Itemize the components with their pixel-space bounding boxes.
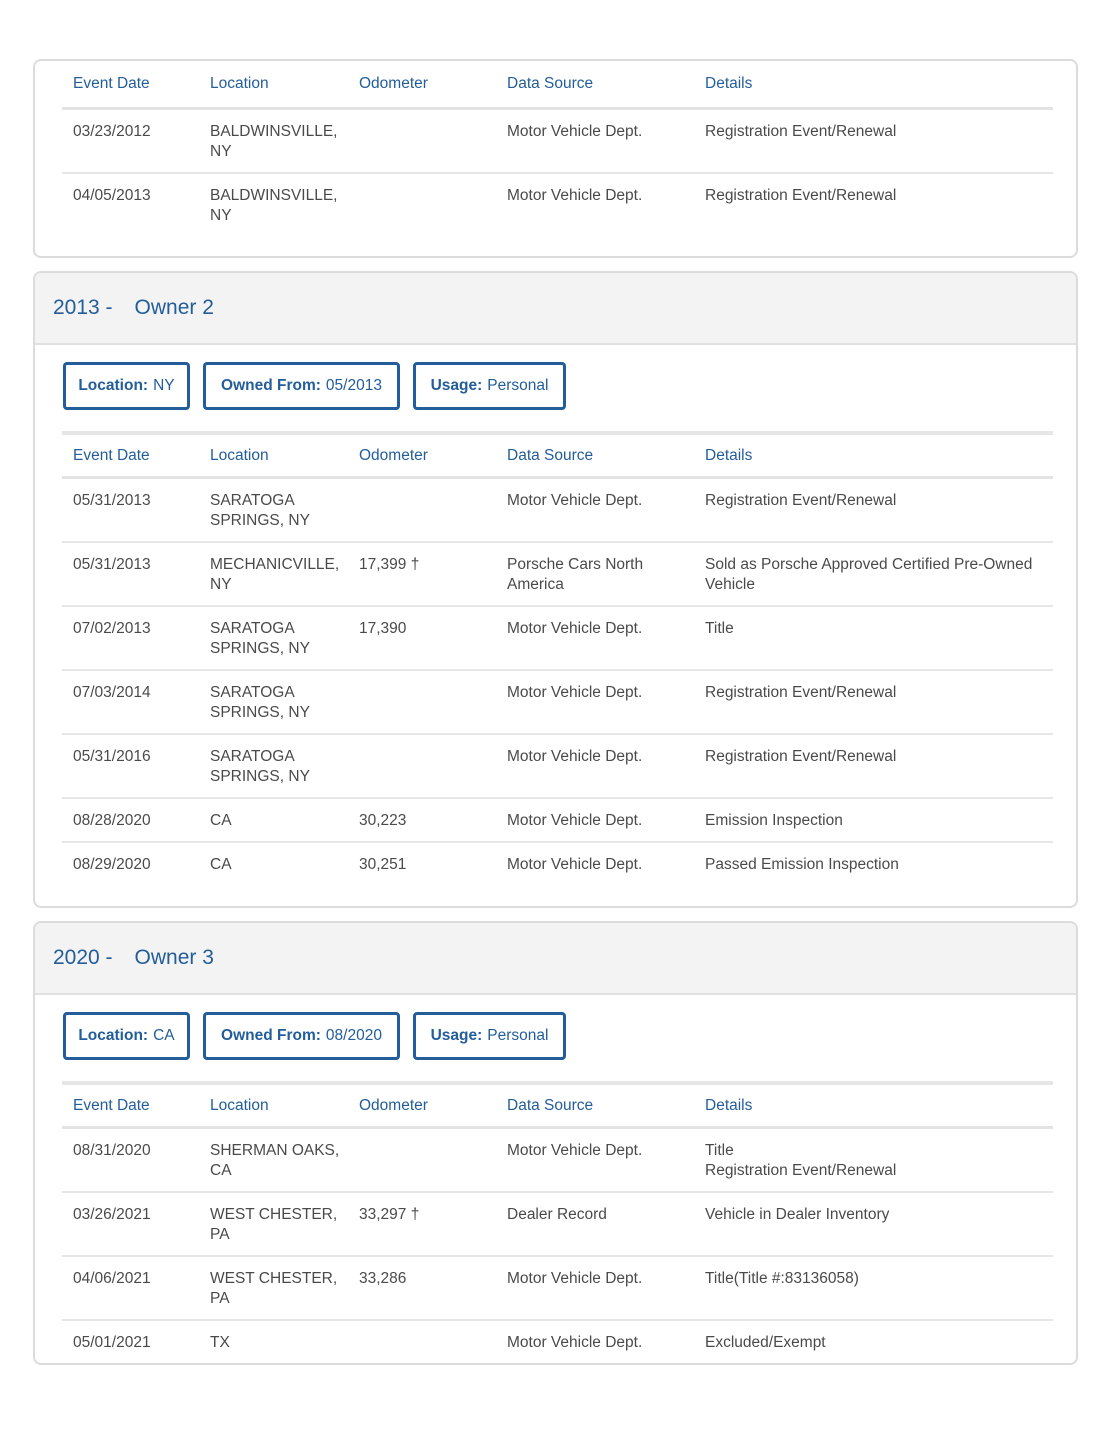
details: Emission Inspection <box>705 812 843 829</box>
event-date: 04/05/2013 <box>73 187 151 204</box>
event-date: 05/01/2021 <box>73 1334 151 1351</box>
col-odometer: Odometer <box>359 75 428 92</box>
odometer: 30,223 <box>359 812 407 829</box>
badge-value: 05/2013 <box>325 377 382 394</box>
event-date: 05/31/2016 <box>73 748 151 765</box>
location: BALDWINSVILLE, NY <box>210 187 338 224</box>
data-source: Porsche Cars North America <box>507 556 644 593</box>
badge-label: Owned From: <box>221 377 321 394</box>
data-source: Motor Vehicle Dept. <box>507 620 643 637</box>
location-badge <box>63 1012 190 1060</box>
details-line: Registration Event/Renewal <box>705 1162 897 1179</box>
event-date: 07/03/2014 <box>73 684 151 701</box>
table-row <box>62 735 1053 799</box>
table-row <box>62 607 1053 671</box>
details: Title <box>705 620 734 637</box>
owner-year: 2013 - <box>53 296 113 319</box>
data-source: Dealer Record <box>507 1206 607 1223</box>
data-source: Motor Vehicle Dept. <box>507 1334 643 1351</box>
details-line: Title <box>705 1142 734 1159</box>
location: BALDWINSVILLE, NY <box>210 123 338 160</box>
odometer <box>359 671 507 733</box>
col-location: Location <box>210 446 269 464</box>
details: Registration Event/Renewal <box>705 684 897 701</box>
event-date: 08/29/2020 <box>73 856 151 873</box>
owner2-history-table <box>62 431 1053 887</box>
col-data-source: Data Source <box>507 75 594 92</box>
location: WEST CHESTER, PA <box>210 1270 338 1307</box>
col-details: Details <box>705 1096 753 1114</box>
odometer <box>359 479 507 541</box>
col-details: Details <box>705 446 753 464</box>
details: Passed Emission Inspection <box>705 856 899 873</box>
event-date: 04/06/2021 <box>73 1270 151 1287</box>
table-row <box>62 1193 1053 1257</box>
col-event-date: Event Date <box>73 446 150 464</box>
badge-value: 08/2020 <box>325 1027 382 1044</box>
odometer: 33,297 † <box>359 1206 420 1223</box>
badge-label: Owned From: <box>221 1027 321 1044</box>
odometer: 17,390 <box>359 620 407 637</box>
table-row <box>62 843 1053 887</box>
details: Registration Event/Renewal <box>705 123 897 140</box>
location: SARATOGA SPRINGS, NY <box>210 492 310 529</box>
event-date: 05/31/2013 <box>73 492 151 509</box>
data-source: Motor Vehicle Dept. <box>507 1270 643 1287</box>
owner1-history-card <box>33 59 1078 258</box>
data-source: Motor Vehicle Dept. <box>507 187 643 204</box>
location: SARATOGA SPRINGS, NY <box>210 748 310 785</box>
odometer <box>359 110 507 172</box>
details: Registration Event/Renewal <box>705 187 897 204</box>
event-date: 08/28/2020 <box>73 812 151 829</box>
col-data-source: Data Source <box>507 446 594 464</box>
badge-value: NY <box>153 377 175 394</box>
details <box>705 1129 1053 1191</box>
details: Registration Event/Renewal <box>705 492 897 509</box>
badge-label: Location: <box>78 377 149 394</box>
odometer <box>359 1321 507 1365</box>
location: SARATOGA SPRINGS, NY <box>210 684 310 721</box>
usage-badge <box>413 362 566 410</box>
location: SHERMAN OAKS, CA <box>210 1142 340 1179</box>
location: WEST CHESTER, PA <box>210 1206 338 1243</box>
details: Excluded/Exempt <box>705 1334 826 1351</box>
location-badge <box>63 362 190 410</box>
usage-badge <box>413 1012 566 1060</box>
badge-value: Personal <box>487 377 549 394</box>
owner-title: Owner 3 <box>134 946 214 969</box>
col-location: Location <box>210 1096 269 1114</box>
col-odometer: Odometer <box>359 446 428 464</box>
table-row <box>62 110 1053 174</box>
location: CA <box>210 812 232 829</box>
details: Vehicle in Dealer Inventory <box>705 1206 890 1223</box>
table-header <box>62 435 1053 479</box>
col-odometer: Odometer <box>359 1096 428 1114</box>
data-source: Motor Vehicle Dept. <box>507 684 643 701</box>
badge-value: Personal <box>487 1027 549 1044</box>
col-location: Location <box>210 75 269 92</box>
owner-year: 2020 - <box>53 946 113 969</box>
data-source: Motor Vehicle Dept. <box>507 123 643 140</box>
table-row <box>62 671 1053 735</box>
event-date: 05/31/2013 <box>73 556 151 573</box>
data-source: Motor Vehicle Dept. <box>507 748 643 765</box>
col-event-date: Event Date <box>73 75 150 92</box>
col-event-date: Event Date <box>73 1096 150 1114</box>
data-source: Motor Vehicle Dept. <box>507 812 643 829</box>
data-source: Motor Vehicle Dept. <box>507 1142 643 1159</box>
table-row <box>62 1321 1053 1365</box>
owner1-history-table <box>62 61 1053 238</box>
col-data-source: Data Source <box>507 1096 594 1114</box>
table-row <box>62 1129 1053 1193</box>
table-header <box>62 1085 1053 1129</box>
table-header <box>62 61 1053 110</box>
location: SARATOGA SPRINGS, NY <box>210 620 310 657</box>
table-row <box>62 799 1053 843</box>
odometer: 33,286 <box>359 1270 407 1287</box>
odometer <box>359 1129 507 1191</box>
table-row <box>62 174 1053 238</box>
badge-label: Usage: <box>430 1027 483 1044</box>
details: Sold as Porsche Approved Certified Pre-Owned Vehicle <box>705 556 1033 593</box>
details: Registration Event/Renewal <box>705 748 897 765</box>
odometer: 30,251 <box>359 856 407 873</box>
event-date: 03/26/2021 <box>73 1206 151 1223</box>
owner3-summary <box>63 1012 579 1060</box>
event-date: 07/02/2013 <box>73 620 151 637</box>
event-date: 08/31/2020 <box>73 1142 151 1159</box>
owner3-history-table <box>62 1081 1053 1365</box>
badge-label: Usage: <box>430 377 483 394</box>
data-source: Motor Vehicle Dept. <box>507 492 643 509</box>
data-source: Motor Vehicle Dept. <box>507 856 643 873</box>
event-date: 03/23/2012 <box>73 123 151 140</box>
owner3-card <box>33 921 1078 1365</box>
table-row <box>62 479 1053 543</box>
owner-title: Owner 2 <box>134 296 214 319</box>
owned-from-badge <box>203 362 400 410</box>
location: TX <box>210 1334 230 1351</box>
table-row <box>62 1257 1053 1321</box>
col-details: Details <box>705 75 753 92</box>
location: MECHANICVILLE, NY <box>210 556 340 593</box>
table-row <box>62 543 1053 607</box>
odometer <box>359 174 507 238</box>
details: Title(Title #:83136058) <box>705 1270 859 1287</box>
location: CA <box>210 856 232 873</box>
owner2-header <box>35 273 1076 345</box>
odometer: 17,399 † <box>359 556 420 573</box>
owned-from-badge <box>203 1012 400 1060</box>
badge-label: Location: <box>78 1027 149 1044</box>
owner2-card <box>33 271 1078 908</box>
badge-value: CA <box>153 1027 175 1044</box>
owner2-summary <box>63 362 579 410</box>
odometer <box>359 735 507 797</box>
owner3-header <box>35 923 1076 995</box>
